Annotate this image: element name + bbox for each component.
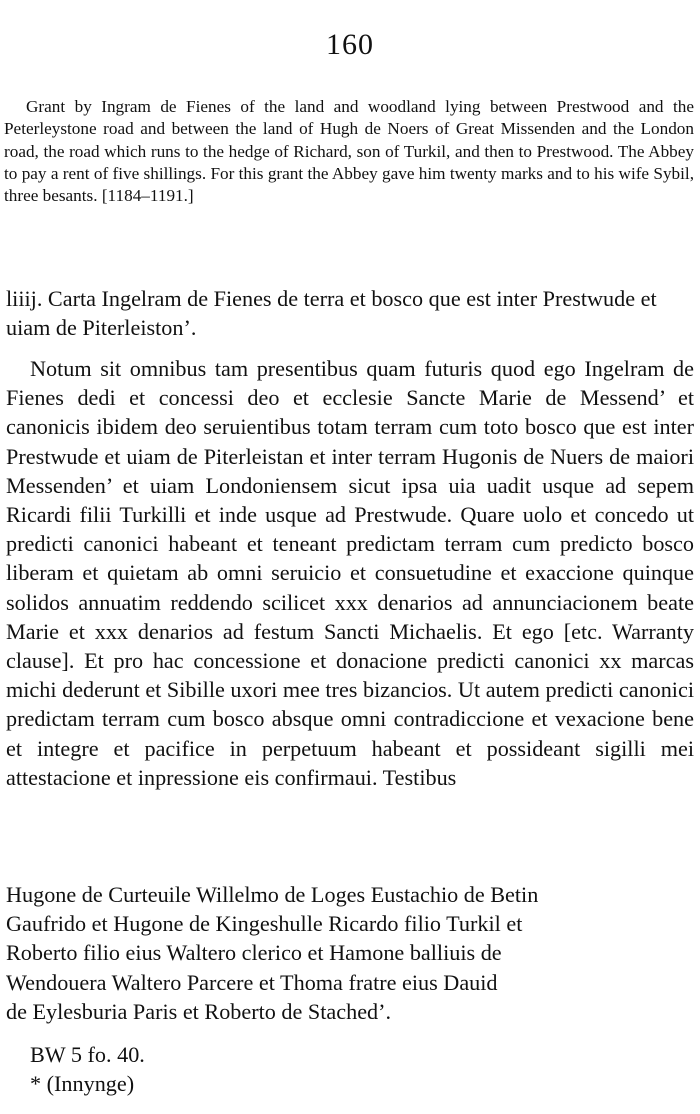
english-summary: Grant by Ingram de Fienes of the land and woodland lying between Prestwood and the Peterleystone road and between the land of Hugh de Noers of Great Missenden and the London road, the road which runs to the hedge of Richard, son of Turkil, and then to Prestwood. The Abbey to pay a rent of five shillings. For this grant the Abbey gave him twenty marks and to his wife Sybil, three besants. [1184–1191.] (4, 97, 694, 206)
witness-line: de Eylesburia Paris et Roberto de Stached’. (6, 998, 392, 1024)
witness-intro: Testibus (382, 764, 457, 790)
witness-line: Gaufrido et Hugone de Kingeshulle Ricardo filio Turkil et (6, 911, 523, 937)
witness-line: Hugone de Curteuile Willelmo de Loges Eustachio de Betin (6, 882, 539, 907)
charter-heading: liiij. Carta Ingelram de Fienes de terra et bosco que est inter Prestwude et uiam de Piterleiston’. (6, 286, 657, 340)
source-reference: BW 5 fo. 40. (30, 1042, 145, 1067)
witness-line: Wendouera Waltero Parcere et Thoma fratre eius Dauid (6, 969, 498, 995)
witness-list (6, 880, 694, 1026)
charter-body-text: Notum sit omnibus tam presentibus quam futuris quod ego Ingelram de Fienes dedi et concessi deo et ecclesie Sancte Marie de Messend’ et canonicis ibidem deo seruientibus totam terram cum toto bosco que est inter Prestwude et uiam de Piterleistan et inter terram Hugonis de Nuers de maiori Messenden’ et uiam Londoniensem sicut ipsa uia uadit usque ad sepem Ricardi filii Turkilli et inde usque ad Prestwude. Quare uolo et concedo ut predicti canonici habeant et teneant predictam terram cum predicto bosco liberam et quietam ab omni seruicio et consuetudine et exaccione quinque solidos annuatim reddendo scilicet xxx denarios ad annunciacionem beate Marie et xxx denarios ad festum Sancti Michaelis. Et ego [etc. Warranty clause]. Et pro hac concessione et donacione predicti canonici xx marcas michi dederunt et Sibille uxori mee tres bizancios. Ut autem predicti canonici predictam terram cum bosco absque omni contradiccione et vexacione bene et integre et pacifice in perpetuum habeant et possideant sigilli mei attestacione et inpressione eis confirmaui. (6, 356, 694, 790)
page-number: 160 (326, 28, 374, 61)
witness-line: Roberto filio eius Waltero clerico et Hamone balliuis de (6, 940, 502, 966)
footnote: * (Innynge) (30, 1071, 135, 1096)
charter-body (6, 354, 694, 792)
